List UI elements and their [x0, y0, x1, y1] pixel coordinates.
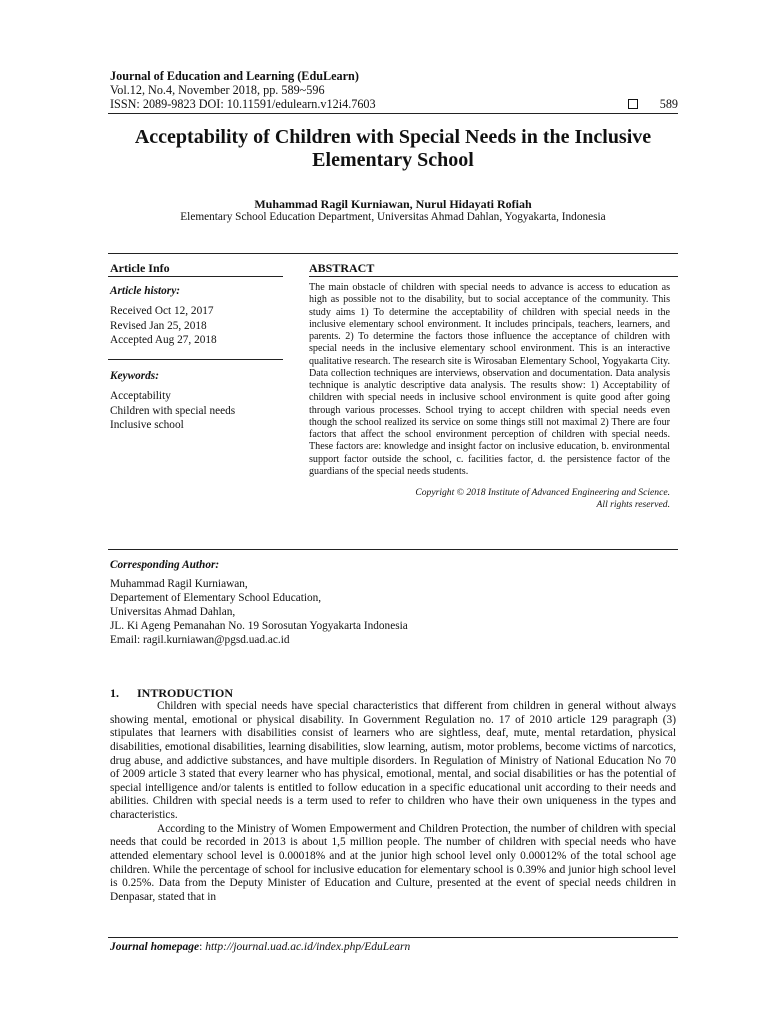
abstract-heading: ABSTRACT: [309, 261, 375, 275]
keywords-block: [110, 369, 282, 433]
article-info-heading: Article Info: [110, 261, 170, 275]
info-top-divider: [108, 253, 678, 254]
keyword-item: Acceptability: [110, 390, 171, 402]
affiliation: Elementary School Education Department, Universitas Ahmad Dahlan, Yogyakarta, Indonesia: [180, 211, 606, 223]
copyright-line-1: Copyright © 2018 Institute of Advanced Engineering and Science.: [415, 487, 670, 498]
corresponding-line: Muhammad Ragil Kurniawan,: [110, 578, 248, 590]
section-heading: [110, 686, 676, 700]
header-divider: [108, 113, 678, 114]
volume-line: Vol.12, No.4, November 2018, pp. 589~596: [110, 83, 325, 97]
corresponding-line: JL. Ki Ageng Pemanahan No. 19 Sorosutan Yogyakarta Indonesia: [110, 620, 408, 632]
accepted-date: Accepted Aug 27, 2018: [110, 334, 217, 346]
corresponding-author: [110, 558, 678, 647]
homepage-separator: :: [199, 941, 206, 953]
keyword-item: Children with special needs: [110, 404, 236, 417]
article-info: [110, 261, 282, 275]
introduction-section: [110, 686, 676, 904]
homepage-label: Journal homepage: [110, 941, 200, 953]
info-bottom-divider: [108, 549, 678, 550]
journal-name: Journal of Education and Learning (EduLearn): [110, 69, 359, 83]
journal-header: [110, 69, 678, 111]
corresponding-label: Corresponding Author:: [110, 559, 220, 571]
section-number: 1.: [110, 686, 119, 700]
body-paragraph: Children with special needs have special characteristics that different from children in general without always showing mental, emotional or physical disability. In Government Regulation no. 17 of 2010 article 129 paragraph (3) stipulates that learners with disabilities consist of learners who are sightless, deaf, mute, mental retardation, physical disabilities, emotional disabilities, learning disabilities, slow learning, autism, motor problems, become victims of narcotics, drug abuse, and addictive substances, and have multiple disorders. In Regulation of Ministry of National Education No 70 of 2009 article 3 stated that every learner who has physical, emotional, mental, and social disabilities or has the potential of special intelligence and/or talents is entitled to follow education in a specific educational unit according to their needs and abilities. Children with special needs is a term used to refer to children who have their own uniqueness in the types and characteristics.: [110, 700, 676, 821]
corresponding-email: Email: ragil.kurniawan@pgsd.uad.ac.id: [110, 634, 290, 646]
journal-footer: [110, 940, 410, 954]
footer-divider: [108, 937, 678, 938]
received-date: Received Oct 12, 2017: [110, 305, 214, 317]
keyword-item: Inclusive school: [110, 419, 184, 431]
history-divider: [108, 359, 283, 360]
abstract-body: [309, 282, 670, 511]
issn-doi-line: ISSN: 2089-9823 DOI: 10.11591/edulearn.v12i4.7603: [110, 97, 376, 111]
article-history: [110, 284, 282, 348]
copyright-line-2: All rights reserved.: [596, 499, 670, 510]
keywords-label: Keywords:: [110, 370, 159, 382]
author-list: Muhammad Ragil Kurniawan, Nurul Hidayati Rofiah: [254, 197, 532, 211]
info-heading-divider: [108, 276, 283, 277]
history-label: Article history:: [110, 285, 180, 297]
title-line-1: Acceptability of Children with Special Needs in the Inclusive: [134, 126, 652, 148]
homepage-link[interactable]: http://journal.uad.ac.id/index.php/EduLearn: [205, 941, 411, 953]
revised-date: Revised Jan 25, 2018: [110, 319, 207, 332]
section-title: INTRODUCTION: [137, 686, 234, 700]
corresponding-line: Universitas Ahmad Dahlan,: [110, 606, 236, 618]
article-title: [108, 126, 678, 172]
abstract-text: The main obstacle of children with special needs to advance is access to education as high as possible not to the disability, but to social acceptance of the community. This study aims 1) To determine the acceptability of children with special needs in the inclusive elementary school environment. It includes principals, teachers, learners, and parents. 2) To determine the factors those influence the acceptance of children with special needs in the inclusive elementary school environment. This is an interactive qualitative research. The research site is Wirosaban Elementary School, Yogyakarta City. Data collection techniques are interviews, observation and documentation. Data analysis technique is analytic descriptive data analysis. The results show: 1) Acceptability of children with special needs in inclusive school environment is quite good after going through various processes. School trying to accept children with special needs even though the school realized its service on some things still not maximal 2) There are four factors that affect the school environment perception of children with special needs. These factors are: knowledge and insight factor on inclusive education, b. environmental support factor outside the school, c. facilities factor, d. the persistence factor of the guardians of the special needs students.: [309, 282, 670, 477]
body-paragraph: According to the Ministry of Women Empowerment and Children Protection, the number of children with special needs that could be recorded in 2013 is about 1,5 million people. The number of children with special needs who have attended elementary school level is 0.00018% and at the junior high school level only 0.00012% of the total school age children. While the percentage of school for inclusive education for elementary school is 0.39% and junior high school level is 0.25%. Data from the Deputy Minister of Education and Culture, presented at the event of special needs children in Denpasar, stated that in: [110, 822, 676, 903]
title-line-2: Elementary School: [312, 149, 474, 171]
abstract-block: [309, 261, 670, 275]
square-icon: [628, 99, 638, 109]
abstract-heading-divider: [309, 276, 678, 277]
page-number: 589: [659, 97, 678, 111]
corresponding-line: Departement of Elementary School Education,: [110, 592, 322, 604]
